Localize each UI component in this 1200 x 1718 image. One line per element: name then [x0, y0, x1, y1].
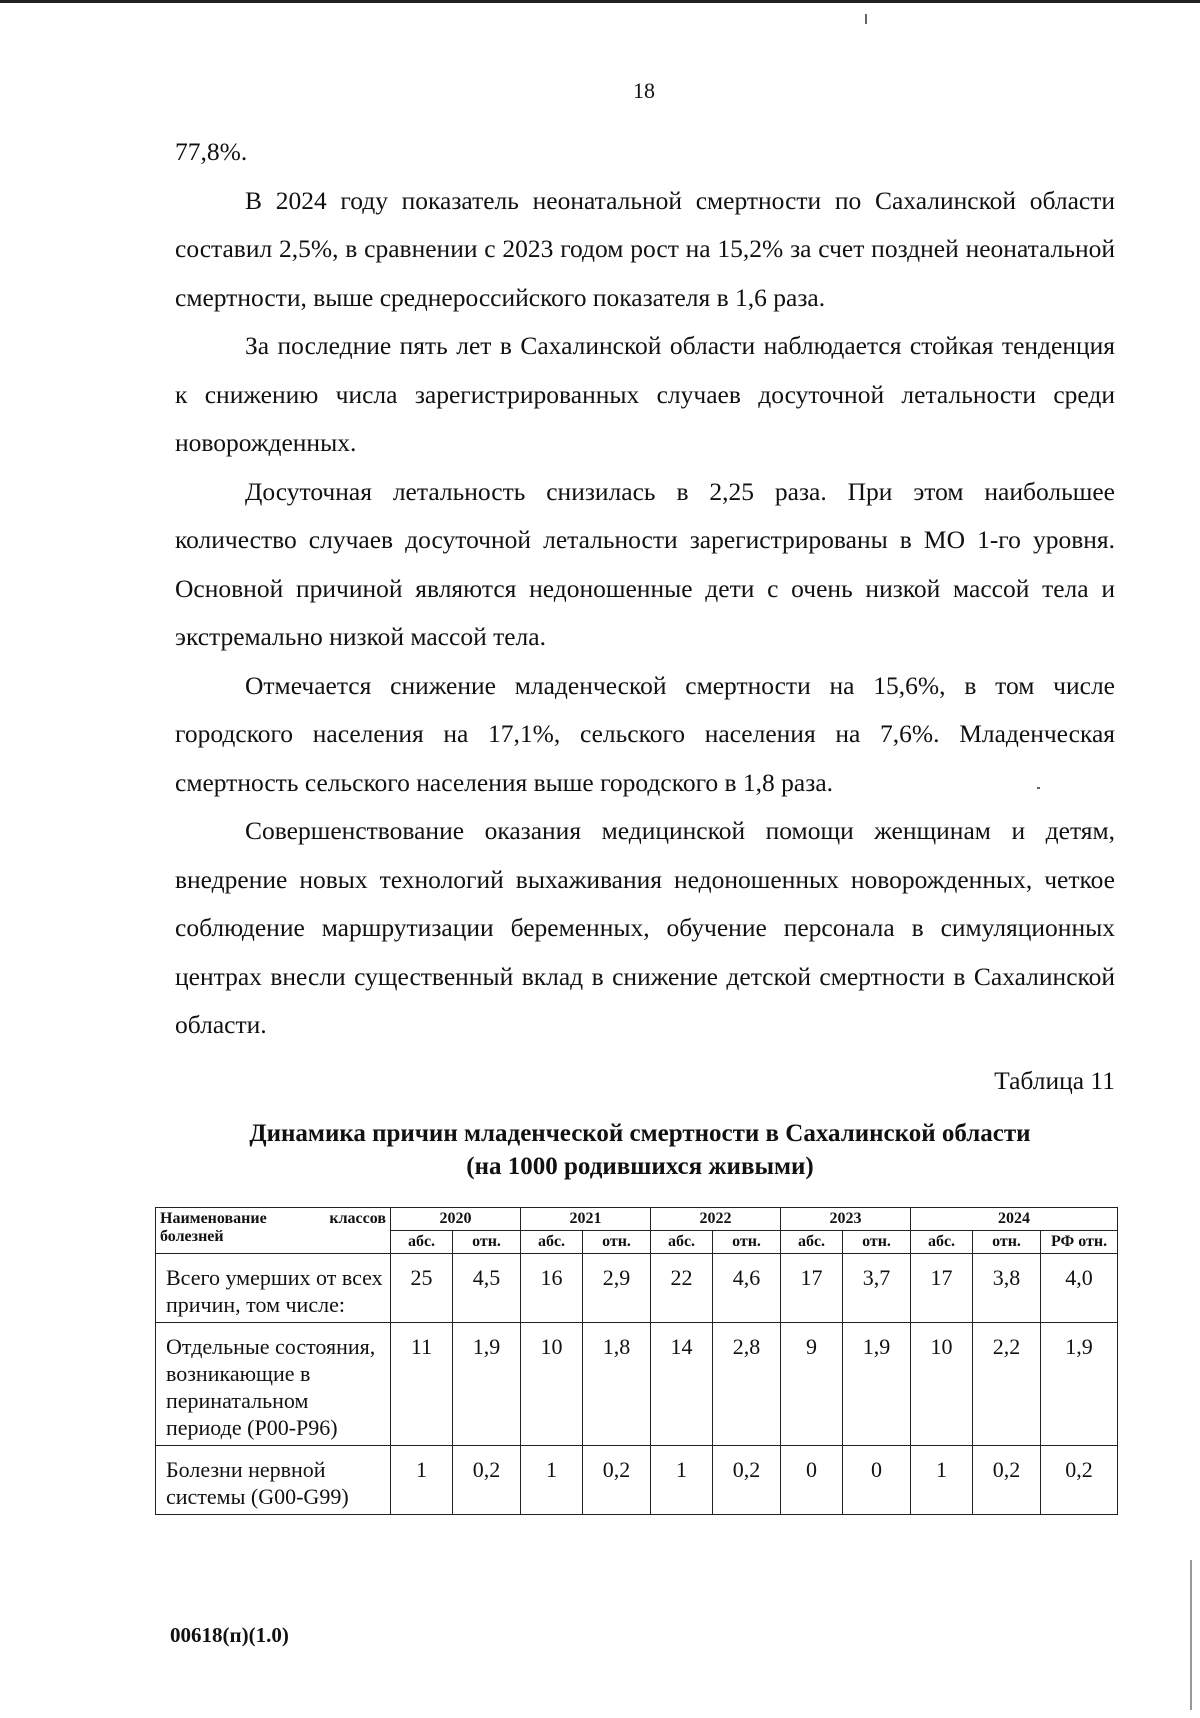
- header-year: 2024: [911, 1208, 1118, 1231]
- paragraph: В 2024 году показатель неонатальной смертности по Сахалинской области составил 2,5%, в сравнении с 2023 годом рост на 15,2% за счет поздней неонатальной смертности, выше среднероссийского показателя в 1,6 раза.: [175, 185, 1115, 312]
- subheader-abs: абс.: [521, 1231, 583, 1254]
- subheader-rel: отн.: [713, 1231, 781, 1254]
- cell-2021-rel: 2,9: [583, 1254, 651, 1323]
- cell-2022-abs: 1: [651, 1446, 713, 1515]
- cell-2021-abs: 10: [521, 1323, 583, 1446]
- header-year: 2023: [781, 1208, 911, 1231]
- page-number: 18: [633, 78, 655, 103]
- cell-2022-rel: 2,8: [713, 1323, 781, 1446]
- cell-2022-abs: 14: [651, 1323, 713, 1446]
- table-row: [156, 1323, 1118, 1446]
- cell-2023-rel: 3,7: [843, 1254, 911, 1323]
- cell-2024-rel: 0,2: [973, 1446, 1041, 1515]
- paragraph: 77,8%.: [175, 137, 248, 166]
- table-label: Таблица 11: [994, 1066, 1115, 1095]
- cell-rf-rel: 0,2: [1041, 1446, 1118, 1515]
- cell-2023-abs: 0: [781, 1446, 843, 1515]
- document-code: 00618(п)(1.0): [170, 1623, 289, 1647]
- paragraph: Досуточная летальность снизилась в 2,25 раза. При этом наибольшее количество случаев досуточной летальности зарегистрированы в МО 1-го уровня. Основной причиной являются недоношенные дети с очень низкой массой тела и экстремально низкой массой тела.: [175, 476, 1115, 651]
- row-name: Болезни нервной системы (G00-G99): [156, 1446, 391, 1515]
- cell-2023-abs: 9: [781, 1323, 843, 1446]
- cell-2023-rel: 1,9: [843, 1323, 911, 1446]
- subheader-abs: абс.: [391, 1231, 453, 1254]
- cell-2024-abs: 1: [911, 1446, 973, 1515]
- cell-2024-abs: 10: [911, 1323, 973, 1446]
- cell-2024-rel: 2,2: [973, 1323, 1041, 1446]
- cell-2023-rel: 0: [843, 1446, 911, 1515]
- cell-2021-abs: 1: [521, 1446, 583, 1515]
- scan-speck: [1037, 787, 1040, 789]
- mortality-table: [155, 1207, 1118, 1515]
- table-row: [156, 1254, 1118, 1323]
- header-year: 2022: [651, 1208, 781, 1231]
- scan-speck: [1190, 1560, 1192, 1710]
- header-year: 2020: [391, 1208, 521, 1231]
- cell-2021-abs: 16: [521, 1254, 583, 1323]
- subheader-rel: отн.: [973, 1231, 1041, 1254]
- cell-2023-abs: 17: [781, 1254, 843, 1323]
- cell-2022-rel: 0,2: [713, 1446, 781, 1515]
- subheader-abs: абс.: [911, 1231, 973, 1254]
- row-name: Отдельные состояния, возникающие в перинатальном периоде (Р00-Р96): [156, 1323, 391, 1446]
- top-border-line: [0, 0, 1200, 3]
- cell-2022-rel: 4,6: [713, 1254, 781, 1323]
- cell-2022-abs: 22: [651, 1254, 713, 1323]
- header-year: 2021: [521, 1208, 651, 1231]
- cell-2024-rel: 3,8: [973, 1254, 1041, 1323]
- cell-rf-rel: 4,0: [1041, 1254, 1118, 1323]
- paragraph: Отмечается снижение младенческой смертности на 15,6%, в том числе городского населения на 17,1%, сельского населения на 7,6%. Младенческая смертность сельского населения выше городского в 1,8 раза.: [175, 670, 1115, 797]
- cell-rf-rel: 1,9: [1041, 1323, 1118, 1446]
- subheader-abs: абс.: [781, 1231, 843, 1254]
- subheader-abs: абс.: [651, 1231, 713, 1254]
- cell-2020-rel: 4,5: [453, 1254, 521, 1323]
- paragraph: Совершенствование оказания медицинской помощи женщинам и детям, внедрение новых технологий выхаживания недоношенных новорожденных, четкое соблюдение маршрутизации беременных, обучение персонала в симуляционных центрах внесли существенный вклад в снижение детской смертности в Сахалинской области.: [175, 816, 1115, 1039]
- scan-speck: [865, 14, 867, 24]
- cell-2020-rel: 1,9: [453, 1323, 521, 1446]
- cell-2020-rel: 0,2: [453, 1446, 521, 1515]
- paragraph: За последние пять лет в Сахалинской области наблюдается стойкая тенденция к снижению числа зарегистрированных случаев досуточной летальности среди новорожденных.: [175, 331, 1115, 457]
- table-title: [160, 1117, 1120, 1183]
- subheader-rel: отн.: [583, 1231, 651, 1254]
- subheader-rel: отн.: [453, 1231, 521, 1254]
- row-name: Всего умерших от всех причин, том числе:: [156, 1254, 391, 1323]
- cell-2021-rel: 1,8: [583, 1323, 651, 1446]
- subheader-rel: отн.: [843, 1231, 911, 1254]
- table-title-line-2: (на 1000 родившихся живыми): [466, 1153, 814, 1180]
- subheader-rf-rel: РФ отн.: [1041, 1231, 1118, 1254]
- table-title-line-1: Динамика причин младенческой смертности в Сахалинской области: [249, 1120, 1031, 1147]
- cell-2020-abs: 11: [391, 1323, 453, 1446]
- table-row: [156, 1446, 1118, 1515]
- cell-2021-rel: 0,2: [583, 1446, 651, 1515]
- table-header-row: [156, 1208, 1118, 1231]
- body-text: [175, 128, 1115, 1050]
- cell-2020-abs: 1: [391, 1446, 453, 1515]
- cell-2020-abs: 25: [391, 1254, 453, 1323]
- cell-2024-abs: 17: [911, 1254, 973, 1323]
- header-disease-class: Наименование классов болезней: [156, 1208, 391, 1254]
